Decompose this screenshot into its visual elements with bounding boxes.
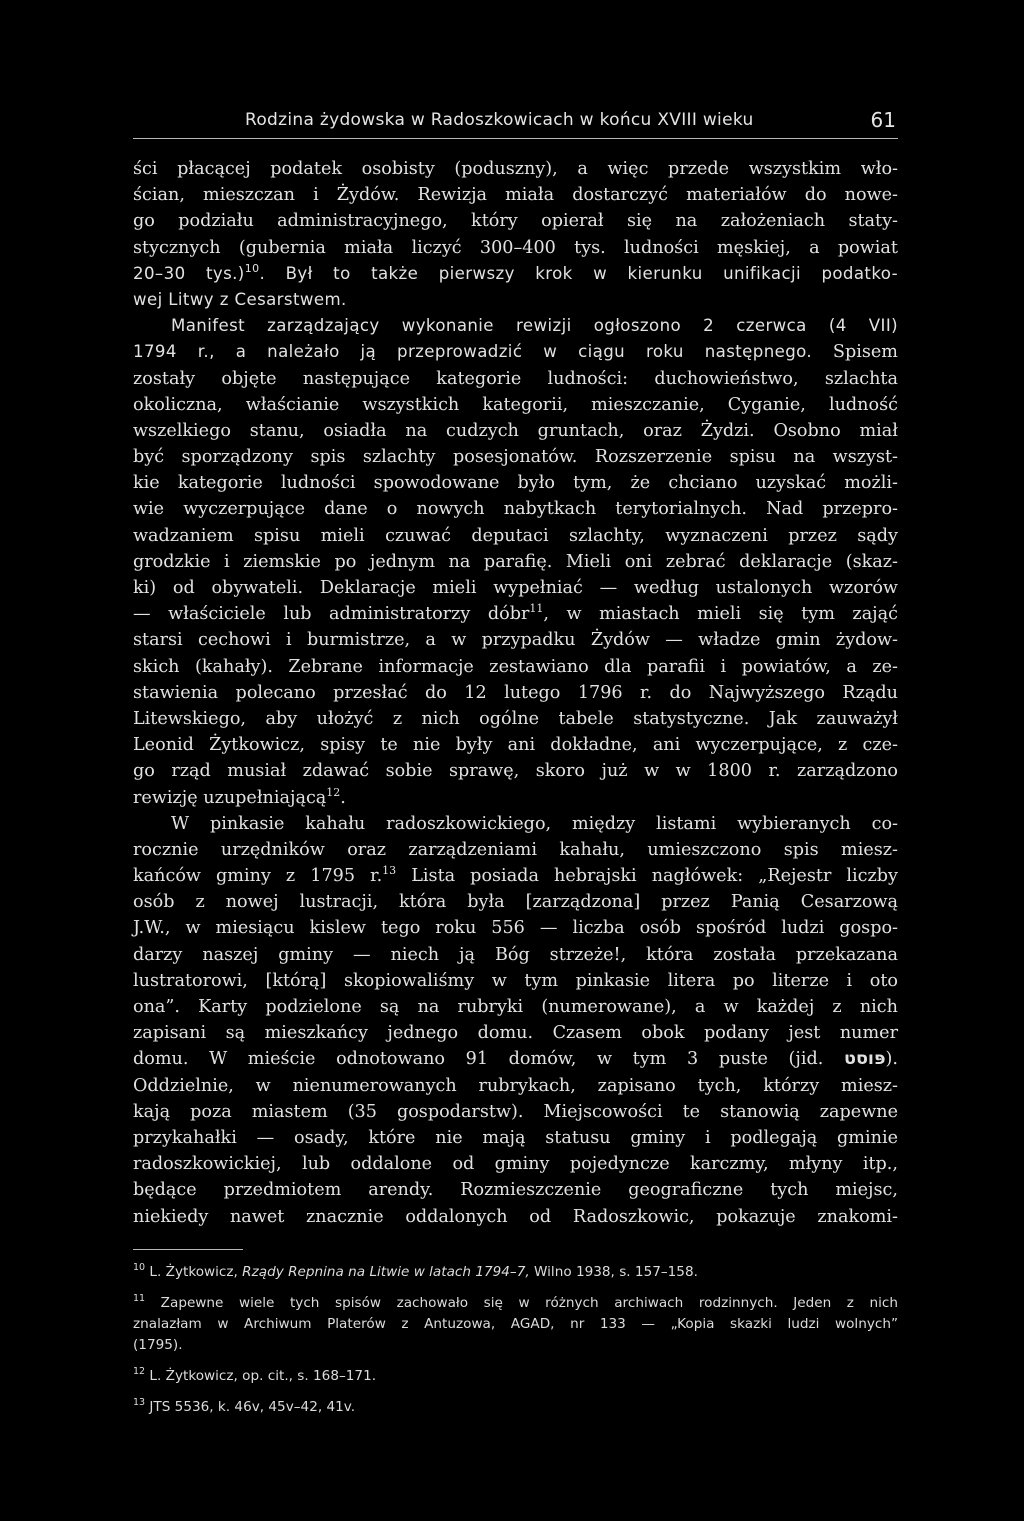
text-segment: 20–30 tys.)	[133, 263, 245, 283]
text-segment: 1794 r., a należało ją przeprowadzić w ciągu roku następnego.	[133, 342, 813, 362]
text-segment: rewizję uzupełniającą	[133, 787, 327, 808]
text-line	[133, 339, 898, 365]
text-line: kie kategorie ludności spowodowane było tym, że chciano uzyskać możli-	[133, 473, 898, 494]
footnote-12	[133, 1366, 898, 1387]
footnote-11-line: znalazłam w Archiwum Platerów z Antuzowa, AGAD, nr 133 — „Kopia skazki ludzi wolnych”	[133, 1316, 898, 1332]
running-title: Rodzina żydowska w Radoszkowicach w końcu XVIII wieku	[245, 110, 754, 130]
text-line: zapisani są mieszkańcy jednego domu. Czasem obok podany jest numer	[133, 1023, 898, 1044]
text-line: zostały objęte następujące kategorie ludności: duchowieństwo, szlachta	[133, 368, 898, 389]
footnote-ref: 11	[529, 602, 544, 616]
footnote-text: JTS 5536, k. 46v, 45v–42, 41v.	[145, 1399, 356, 1415]
footnote-ref: 10	[244, 261, 260, 275]
text-line: Oddzielnie, w nienumerowanych rubrykach, zapisano tych, którzy miesz-	[133, 1075, 898, 1096]
text-line: Leonid Żytkowicz, spisy te nie były ani dokładne, ani wyczerpujące, z cze-	[133, 735, 898, 756]
text-line: osób z nowej lustracji, która była [zarządzona] przez Panią Cesarzową	[133, 892, 898, 913]
footnote-13	[133, 1397, 898, 1418]
text-line: Litewskiego, aby ułożyć z nich ogólne tabele statystyczne. Jak zauważył	[133, 708, 898, 729]
text-segment: Spisem	[812, 342, 898, 363]
hebrew-word: פּוסט	[844, 1049, 886, 1070]
text-segment: .	[340, 787, 346, 808]
text-line: wszelkiego stanu, osiadła na cudzych gruntach, oraz Żydzi. Osobno miał	[133, 420, 898, 441]
text-line: być sporządzony spis szlachty posesjonatów. Rozszerzenie spisu na wszyst-	[133, 447, 898, 468]
text-line	[133, 863, 898, 889]
footnote-number: 11	[133, 1293, 146, 1304]
footnote-ref: 12	[326, 785, 341, 799]
text-line: kają poza miastem (35 gospodarstw). Miejscowości te stanowią zapewne	[133, 1101, 898, 1122]
text-line	[133, 261, 898, 287]
footnote-text: Zapewne wiele tych spisów zachowało się w różnych archiwach rodzinnych. Jeden z nich	[145, 1295, 898, 1311]
text-line: ści płacącej podatek osobisty (poduszny), a więc przede wszystkim wło-	[133, 159, 898, 179]
text-line: lustratorowi, [którą] skopiowaliśmy w tym pinkasie litera po literze i oto	[133, 970, 898, 991]
text-line: stawienia polecano przesłać do 12 lutego 1796 r. do Najwyższego Rządu	[133, 682, 898, 703]
text-line: Manifest zarządzający wykonanie rewizji ogłoszono 2 czerwca (4 VII)	[171, 316, 898, 336]
text-line: J.W., w miesiącu kislew tego roku 556 — liczba osób spośród ludzi gospo-	[133, 918, 898, 939]
text-segment: domu. W mieście odnotowano 91 domów, w tym 3 puste (jid.	[133, 1049, 824, 1070]
footnote-11	[133, 1293, 898, 1314]
text-segment: . Był to także pierwszy krok w kierunku unifikacji podatko-	[259, 263, 898, 283]
text-segment: Lista posiada hebrajski nagłówek: „Rejestr liczby	[396, 866, 898, 887]
footnote-text: L. Żytkowicz, op. cit., s. 168–171.	[145, 1368, 377, 1384]
text-line: skich (kahały). Zebrane informacje zestawiano dla parafii i powiatów, a ze-	[133, 656, 898, 677]
text-line: rocznie urzędników oraz zarządzeniami kahału, umieszczono spis miesz-	[133, 839, 898, 860]
footnote-10	[133, 1262, 898, 1283]
footnote-number: 13	[133, 1397, 146, 1408]
footnote-title: Rządy Repnina na Litwie w latach 1794–7,	[242, 1264, 530, 1280]
text-line: niekiedy nawet znacznie oddalonych od Radoszkowic, pokazuje znakomi-	[133, 1206, 898, 1227]
text-line: darzy naszej gminy — niech ją Bóg strzeże!, która została przekazana	[133, 944, 898, 965]
text-line: starsi cechowi i burmistrze, a w przypadku Żydów — władze gmin żydow-	[133, 630, 898, 651]
text-line: wie wyczerpujące dane o nowych nabytkach terytorialnych. Nad przepro-	[133, 499, 898, 520]
running-header	[133, 110, 898, 139]
footnote-11-line: (1795).	[133, 1337, 183, 1353]
text-line: będące przedmiotem arendy. Rozmieszczenie geograficzne tych miejsc,	[133, 1180, 898, 1201]
text-line: grodzkie i ziemskie po jednym na parafię. Mieli oni zebrać deklaracje (skaz-	[133, 551, 898, 572]
page-number: 61	[870, 108, 896, 132]
text-line: W pinkasie kahału radoszkowickiego, między listami wybieranych co-	[171, 813, 898, 834]
footnotes	[133, 1262, 898, 1418]
text-line: ona”. Karty podzielone są na rubryki (numerowane), a w każdej z nich	[133, 997, 898, 1017]
text-line: ścian, mieszczan i Żydów. Rewizja miała dostarczyć materiałów do nowe-	[133, 185, 898, 206]
text-line	[133, 1046, 898, 1072]
main-text	[133, 156, 898, 1230]
text-line: przykahałki — osady, które nie mają statusu gminy i podlegają gminie	[133, 1127, 898, 1148]
text-line: go podziału administracyjnego, który opierał się na założeniach staty-	[133, 211, 898, 232]
text-line: wej Litwy z Cesarstwem.	[133, 289, 347, 309]
text-segment: , w miastach mieli się tym zająć	[543, 604, 898, 625]
text-line	[133, 601, 898, 627]
footnote-divider	[133, 1249, 243, 1250]
text-line: wadzaniem spisu mieli czuwać deputaci szlachty, wyznaczeni przez sądy	[133, 525, 898, 546]
text-segment: — właściciele lub administratorzy dóbr	[133, 604, 530, 625]
text-line	[133, 785, 898, 811]
footnote-number: 12	[133, 1366, 146, 1377]
text-line: ki) od obywateli. Deklaracje mieli wypełniać — według ustalonych wzorów	[133, 578, 898, 598]
footnote-text: Wilno 1938, s. 157–158.	[529, 1264, 698, 1280]
text-segment: ).	[885, 1049, 898, 1070]
text-segment: kańców gminy z 1795 r.	[133, 866, 383, 887]
footnote-text: L. Żytkowicz,	[145, 1264, 243, 1280]
text-line: okoliczna, właścianie wszystkich kategorii, mieszczanie, Cyganie, ludność	[133, 394, 898, 415]
text-line: stycznych (gubernia miała liczyć 300–400 tys. ludności męskiej, a powiat	[133, 237, 898, 258]
text-line: radoszkowickiej, lub oddalone od gminy pojedyncze karczmy, młyny itp.,	[133, 1154, 898, 1175]
text-line: go rząd musiał zdawać sobie sprawę, skoro już w w 1800 r. zarządzono	[133, 761, 898, 782]
footnote-ref: 13	[382, 864, 397, 878]
footnote-number: 10	[133, 1262, 146, 1273]
